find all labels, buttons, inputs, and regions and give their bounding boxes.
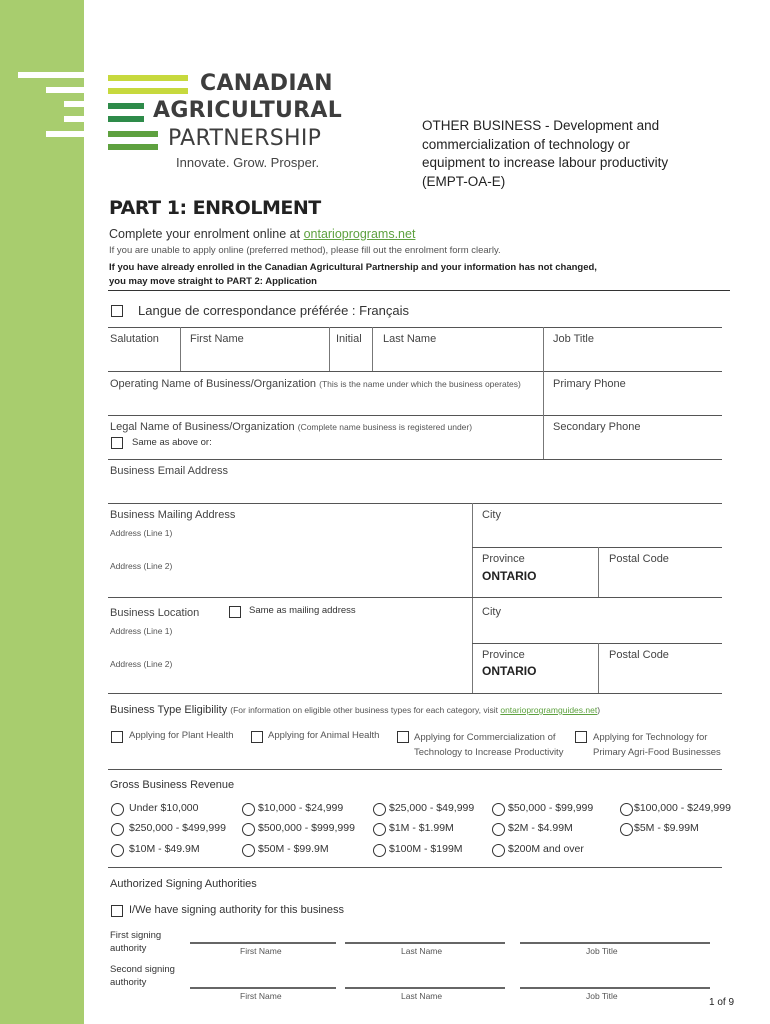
already-enrolled-line-2: you may move straight to PART 2: Application bbox=[109, 276, 317, 287]
revenue-radio-4[interactable] bbox=[620, 803, 633, 816]
primary-agrifood-label bbox=[593, 730, 721, 760]
legal-name-label bbox=[110, 421, 472, 433]
revenue-radio-6[interactable] bbox=[242, 823, 255, 836]
signing-title: Authorized Signing Authorities bbox=[110, 878, 257, 890]
part-title: PART 1: ENROLMENT bbox=[109, 197, 321, 219]
logo-line-1: CANADIAN bbox=[200, 71, 333, 96]
salutation-label: Salutation bbox=[110, 333, 159, 345]
first-signer-job-title-line[interactable] bbox=[520, 942, 710, 944]
page-number: 1 of 9 bbox=[709, 997, 735, 1008]
email-label: Business Email Address bbox=[110, 465, 228, 477]
same-as-mailing-label: Same as mailing address bbox=[249, 605, 356, 616]
revenue-option-6: $500,000 - $999,999 bbox=[258, 822, 355, 834]
signing-authority-checkbox[interactable] bbox=[111, 905, 123, 917]
first-signer-last-name-line[interactable] bbox=[345, 942, 505, 944]
primary-phone-label: Primary Phone bbox=[553, 378, 626, 390]
second-signing-label bbox=[110, 963, 175, 989]
animal-health-label: Applying for Animal Health bbox=[268, 730, 380, 741]
signing-authority-label: I/We have signing authority for this business bbox=[129, 904, 345, 916]
revenue-option-1: $10,000 - $24,999 bbox=[258, 802, 344, 814]
operating-name-label bbox=[110, 378, 521, 390]
second-signing-label-line-2: authority bbox=[110, 977, 147, 988]
same-as-above-label: Same as above or: bbox=[132, 437, 212, 448]
programguides-link[interactable]: ontarioprogramguides.net bbox=[500, 705, 598, 715]
revenue-option-2: $25,000 - $49,999 bbox=[389, 802, 475, 814]
revenue-radio-12[interactable] bbox=[373, 844, 386, 857]
commercialization-label-line-2: Technology to Increase Productivity bbox=[414, 747, 564, 758]
second-signer-first-name-caption: First Name bbox=[240, 991, 282, 1001]
location-city-label: City bbox=[482, 606, 501, 618]
plant-health-label: Applying for Plant Health bbox=[129, 730, 234, 741]
revenue-radio-3[interactable] bbox=[492, 803, 505, 816]
form-title-line-2: commercialization of technology or bbox=[422, 136, 630, 152]
job-title-label: Job Title bbox=[553, 333, 594, 345]
first-signing-label-line-2: authority bbox=[110, 943, 147, 954]
location-province-value: ONTARIO bbox=[482, 664, 537, 678]
form-title-line-4: (EMPT-OA-E) bbox=[422, 173, 506, 189]
eligibility-title: Business Type Eligibility bbox=[110, 704, 228, 716]
french-preference-label: Langue de correspondance préférée : Français bbox=[138, 303, 410, 318]
commercialization-label bbox=[414, 730, 563, 760]
revenue-option-8: $2M - $4.99M bbox=[508, 822, 573, 834]
revenue-radio-1[interactable] bbox=[242, 803, 255, 816]
second-signer-job-title-caption: Job Title bbox=[586, 991, 618, 1001]
first-signer-last-name-caption: Last Name bbox=[401, 946, 443, 956]
secondary-phone-label: Secondary Phone bbox=[553, 421, 641, 433]
operating-name-text: Operating Name of Business/Organization bbox=[110, 378, 317, 390]
operating-name-input[interactable] bbox=[110, 394, 540, 412]
location-address-line-2-label: Address (Line 2) bbox=[110, 659, 173, 669]
logo-line-3: PARTNERSHIP bbox=[168, 126, 322, 151]
revenue-radio-8[interactable] bbox=[492, 823, 505, 836]
mailing-province-value: ONTARIO bbox=[482, 569, 537, 583]
form-title-line-1: OTHER BUSINESS - Development and bbox=[422, 118, 660, 133]
unable-apply-note: If you are unable to apply online (preferred method), please fill out the enrolment form clearly. bbox=[109, 245, 501, 256]
french-preference-checkbox[interactable] bbox=[111, 305, 123, 317]
revenue-radio-2[interactable] bbox=[373, 803, 386, 816]
first-signer-first-name-caption: First Name bbox=[240, 946, 282, 956]
primary-agrifood-checkbox[interactable] bbox=[575, 731, 587, 743]
location-postal-code-label: Postal Code bbox=[609, 649, 669, 661]
primary-agrifood-label-line-1: Applying for Technology for bbox=[593, 732, 708, 743]
online-instruction bbox=[109, 227, 415, 241]
revenue-option-4: $100,000 - $249,999 bbox=[634, 802, 731, 814]
name-input-row[interactable] bbox=[110, 348, 540, 368]
form-title bbox=[422, 117, 752, 191]
revenue-radio-5[interactable] bbox=[111, 823, 124, 836]
mailing-address-line-2-label: Address (Line 2) bbox=[110, 561, 173, 571]
revenue-option-3: $50,000 - $99,999 bbox=[508, 802, 594, 814]
first-signing-label bbox=[110, 929, 161, 955]
mailing-address-label: Business Mailing Address bbox=[110, 509, 236, 521]
logo-line-2: AGRICULTURAL bbox=[153, 98, 343, 123]
form-title-line-3: equipment to increase labour productivity bbox=[422, 155, 669, 170]
revenue-radio-13[interactable] bbox=[492, 844, 505, 857]
same-as-above-checkbox[interactable] bbox=[111, 437, 123, 449]
revenue-radio-10[interactable] bbox=[111, 844, 124, 857]
location-province-label: Province bbox=[482, 649, 525, 661]
first-signer-job-title-caption: Job Title bbox=[586, 946, 618, 956]
plant-health-checkbox[interactable] bbox=[111, 731, 123, 743]
second-signer-first-name-line[interactable] bbox=[190, 987, 336, 989]
revenue-option-12: $100M - $199M bbox=[389, 843, 463, 855]
revenue-radio-7[interactable] bbox=[373, 823, 386, 836]
revenue-radio-0[interactable] bbox=[111, 803, 124, 816]
second-signer-job-title-line[interactable] bbox=[520, 987, 710, 989]
online-prefix: Complete your enrolment online at bbox=[109, 227, 304, 241]
same-as-mailing-checkbox[interactable] bbox=[229, 606, 241, 618]
business-location-label: Business Location bbox=[110, 607, 200, 619]
second-signing-label-line-1: Second signing bbox=[110, 964, 175, 975]
decorative-sidebar bbox=[0, 0, 84, 1024]
mailing-postal-code-label: Postal Code bbox=[609, 553, 669, 565]
commercialization-checkbox[interactable] bbox=[397, 731, 409, 743]
mailing-address-line-1-label: Address (Line 1) bbox=[110, 528, 173, 538]
legal-name-text: Legal Name of Business/Organization bbox=[110, 421, 295, 433]
primary-agrifood-label-line-2: Primary Agri-Food Businesses bbox=[593, 747, 721, 758]
legal-name-note: (Complete name business is registered under) bbox=[297, 422, 473, 432]
second-signer-last-name-caption: Last Name bbox=[401, 991, 443, 1001]
first-signer-first-name-line[interactable] bbox=[190, 942, 336, 944]
revenue-option-0: Under $10,000 bbox=[129, 802, 199, 814]
already-enrolled-note bbox=[109, 261, 597, 289]
revenue-option-10: $10M - $49.9M bbox=[129, 843, 200, 855]
eligibility-header bbox=[110, 704, 600, 716]
location-address-line-1-label: Address (Line 1) bbox=[110, 626, 173, 636]
eligibility-note-suffix: ) bbox=[597, 705, 601, 715]
logo-tagline: Innovate. Grow. Prosper. bbox=[176, 155, 320, 170]
revenue-radio-9[interactable] bbox=[620, 823, 633, 836]
revenue-option-9: $5M - $9.99M bbox=[634, 822, 699, 834]
animal-health-checkbox[interactable] bbox=[251, 731, 263, 743]
first-signing-label-line-1: First signing bbox=[110, 930, 162, 941]
first-name-label: First Name bbox=[190, 333, 244, 345]
already-enrolled-line-1: If you have already enrolled in the Canadian Agricultural Partnership and your information has not changed, bbox=[109, 262, 597, 273]
email-input[interactable] bbox=[110, 480, 710, 500]
mailing-province-label: Province bbox=[482, 553, 525, 565]
commercialization-label-line-1: Applying for Commercialization of bbox=[414, 732, 556, 743]
revenue-option-5: $250,000 - $499,999 bbox=[129, 822, 226, 834]
operating-name-note: (This is the name under which the business operates) bbox=[319, 379, 521, 389]
last-name-label: Last Name bbox=[383, 333, 437, 345]
eligibility-note: (For information on eligible other business types for each category, visit bbox=[230, 705, 501, 715]
revenue-title: Gross Business Revenue bbox=[110, 779, 235, 791]
revenue-option-7: $1M - $1.99M bbox=[389, 822, 454, 834]
revenue-option-13: $200M and over bbox=[508, 843, 584, 855]
ontarioprograms-link[interactable]: ontarioprograms.net bbox=[303, 227, 416, 241]
mailing-city-label: City bbox=[482, 509, 501, 521]
revenue-option-11: $50M - $99.9M bbox=[258, 843, 329, 855]
revenue-radio-11[interactable] bbox=[242, 844, 255, 857]
initial-label: Initial bbox=[336, 333, 362, 345]
second-signer-last-name-line[interactable] bbox=[345, 987, 505, 989]
